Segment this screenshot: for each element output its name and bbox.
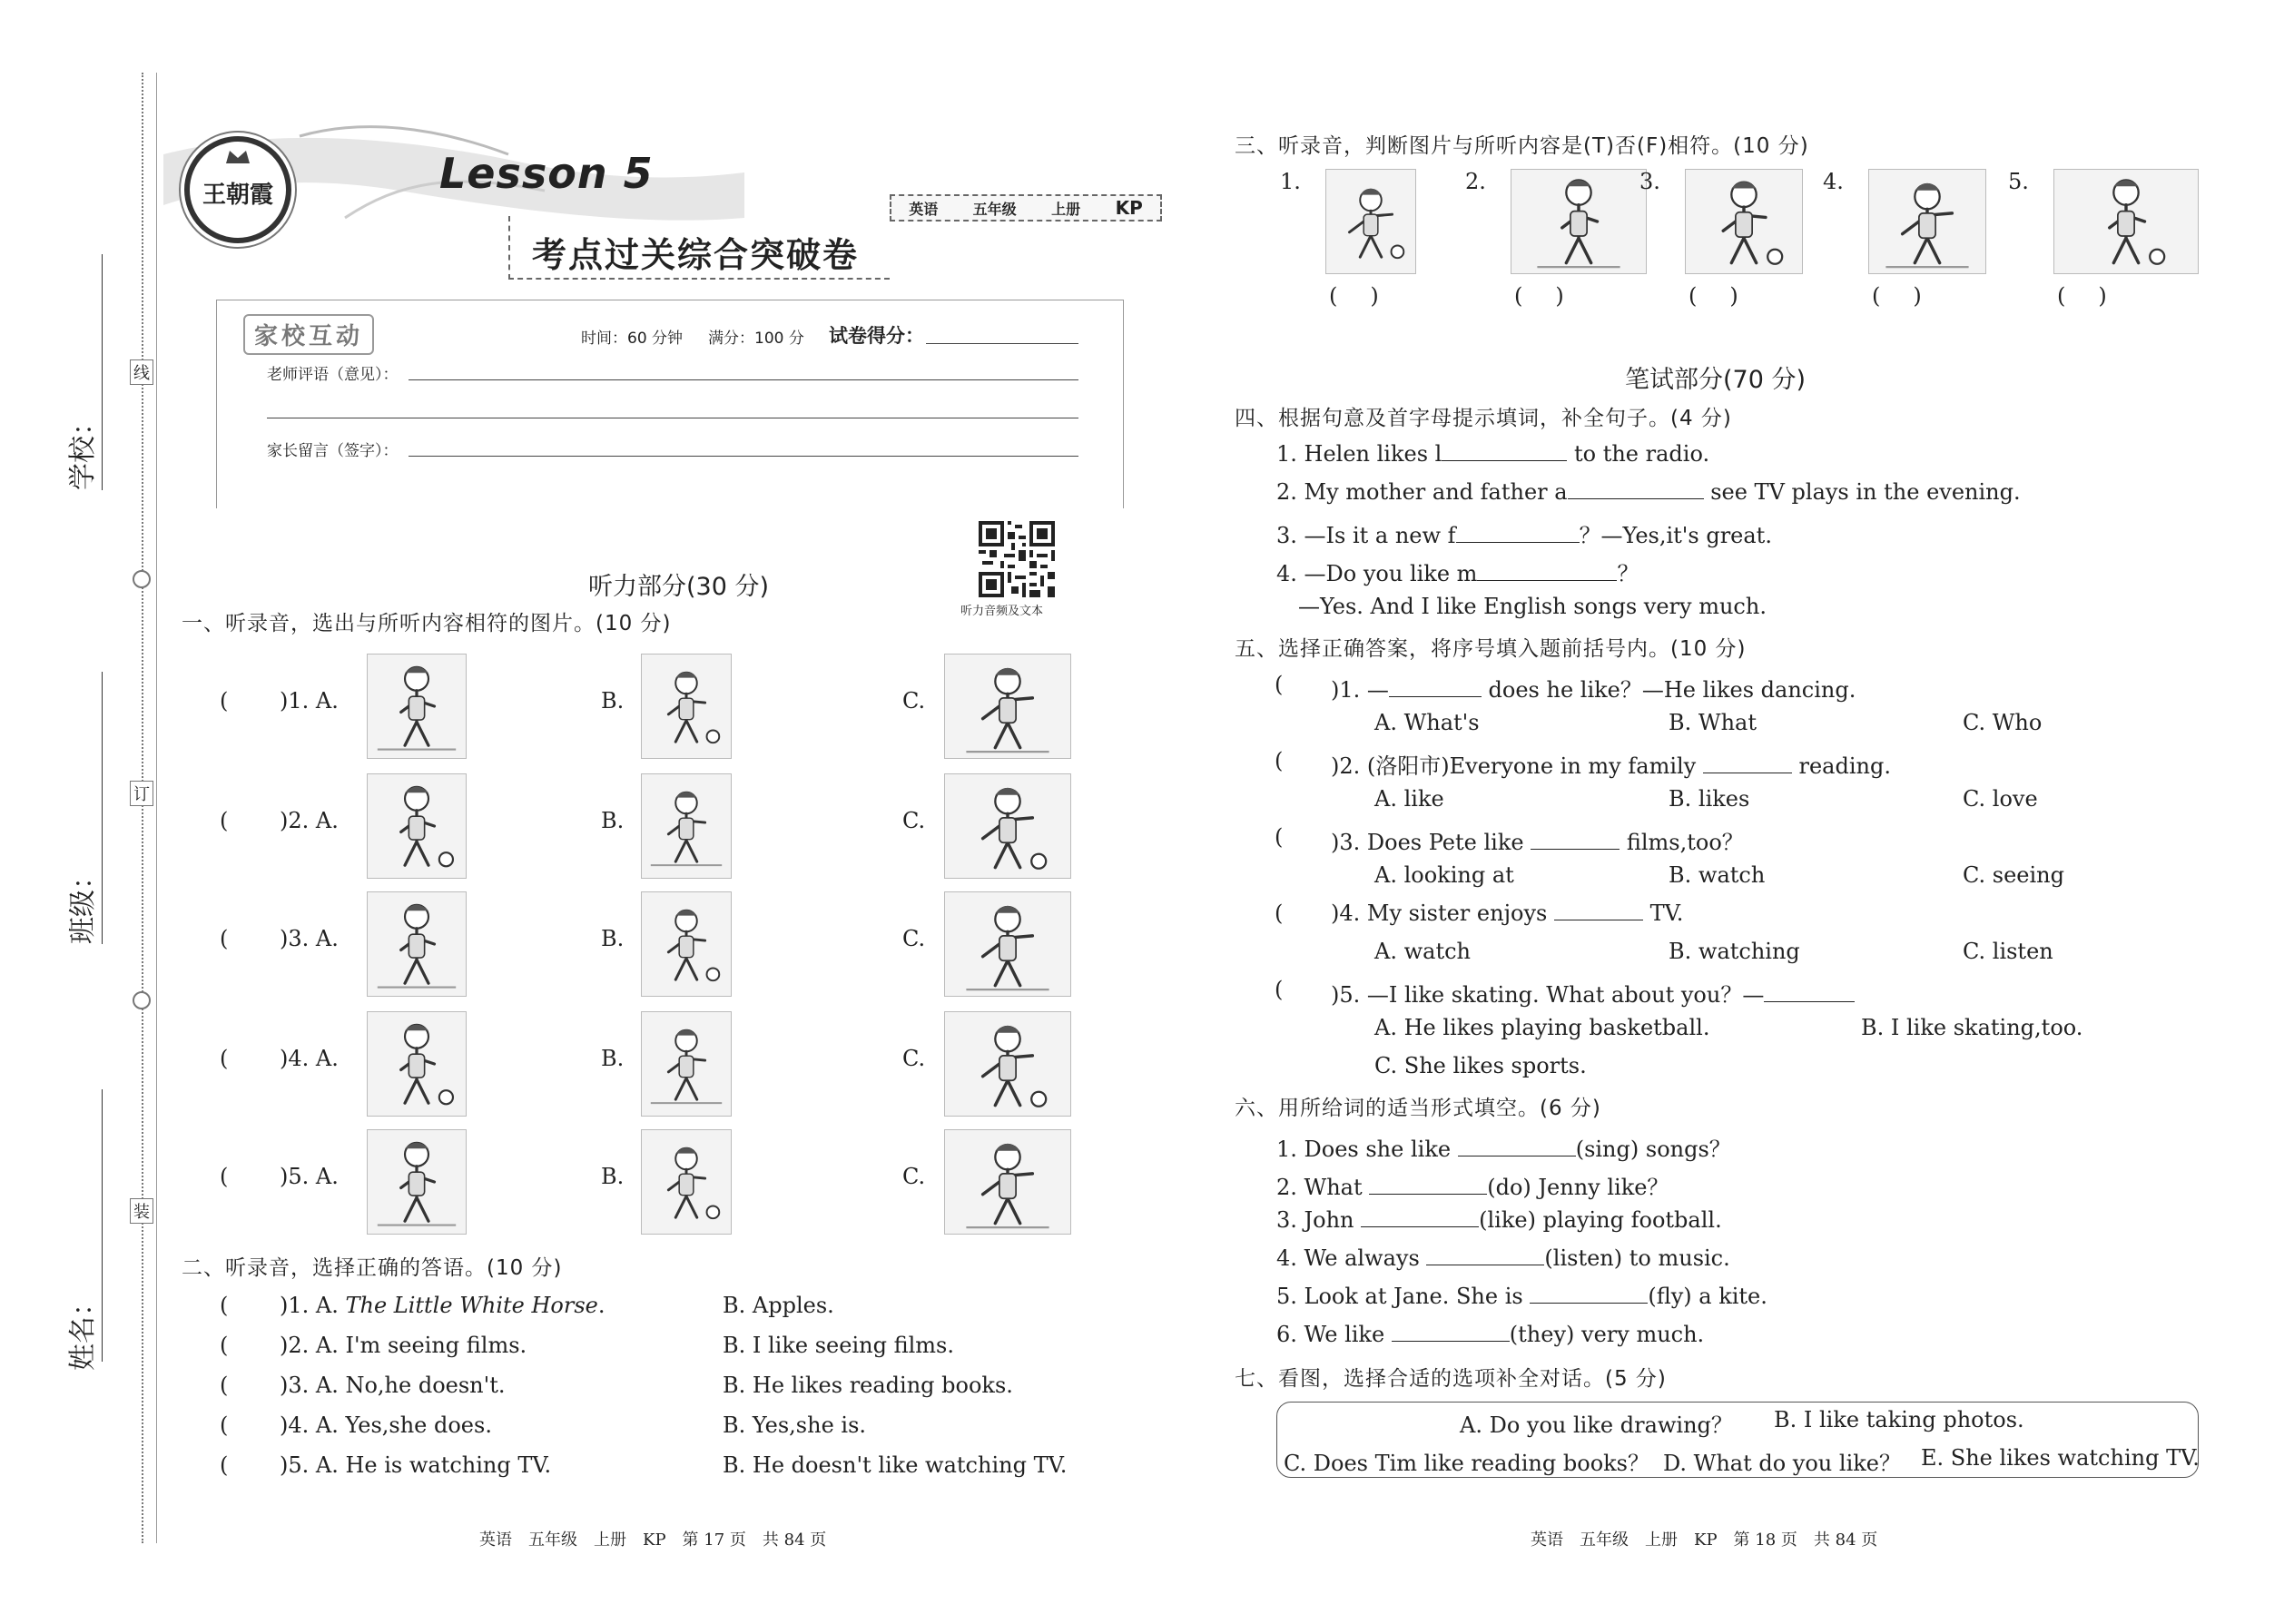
option-b-label: B. (601, 808, 625, 833)
option-c: C. Who (1963, 710, 2043, 735)
tf-answer-paren[interactable]: () (1872, 283, 1954, 309)
sec2-title: 二、听录音，选择正确的答语。(10 分) (182, 1256, 563, 1280)
fill-sentence (1276, 479, 2021, 505)
option-b: B. watching (1669, 939, 1800, 964)
sentence-end: ？ (1617, 561, 1639, 586)
fill-blank[interactable] (1361, 1207, 1479, 1227)
question-start: )2. (洛阳市)Everyone in my family (1331, 753, 1703, 779)
girl-eating-icon (641, 1011, 732, 1117)
answer-paren[interactable]: ( (1275, 672, 1284, 697)
option-c: C. listen (1963, 939, 2053, 964)
choice-question (1331, 748, 1891, 780)
sentence-end: playing football. (1535, 1207, 1722, 1233)
footer-right: 英语 五年级 上册 KP 第 18 页 共 84 页 (1531, 1530, 1878, 1550)
name-label: 姓名： (67, 1289, 99, 1371)
girl-skating-icon (367, 1129, 467, 1235)
option-c-label: C. (902, 688, 926, 714)
binding-circle (133, 991, 151, 1009)
fill-blank[interactable] (1568, 479, 1704, 499)
question-number: )1. A. (280, 688, 339, 714)
answer-paren[interactable]: ( (220, 926, 229, 951)
girl-singing-icon (367, 891, 467, 997)
sec7-title: 七、看图，选择合适的选项补全对话。(5 分) (1235, 1367, 1667, 1391)
option-a-text: )1. A. (280, 1293, 346, 1318)
binding-mark-xian: 线 (130, 359, 153, 385)
option-a-title: The Little White Horse (345, 1293, 598, 1318)
answer-paren[interactable]: ( (1275, 901, 1284, 926)
option-b-label: B. (601, 1164, 625, 1189)
girl-dancing-icon (641, 891, 732, 997)
fill-blank[interactable] (1369, 1175, 1487, 1195)
option-a-tail: . (597, 1293, 605, 1318)
family-school-title: 家校互动 (243, 314, 374, 355)
score-label: 试卷得分： (829, 325, 924, 347)
option-b-label: B. (601, 688, 625, 714)
question-end: does he like？—He likes dancing. (1481, 677, 1856, 703)
boy-kicking-football-icon (367, 654, 467, 759)
given-word: (like) (1479, 1207, 1536, 1233)
watching-tv-icon (2053, 169, 2199, 274)
sentence-start: 2. My mother and father a (1276, 479, 1568, 505)
given-word: (sing) (1575, 1137, 1639, 1162)
tf-answer-paren[interactable]: () (1689, 283, 1771, 309)
sec5-title: 五、选择正确答案，将序号填入题前括号内。(10 分) (1235, 637, 1747, 661)
fill-blank[interactable] (1456, 523, 1580, 543)
binding-circle (133, 570, 151, 588)
sentence-end: very much. (1574, 1322, 1705, 1347)
girl-shopping-icon (641, 1129, 732, 1235)
sentence-end: to music. (1622, 1245, 1730, 1271)
subtitle-frame (508, 216, 890, 280)
option-a: A. looking at (1374, 862, 1514, 888)
score-field[interactable] (926, 343, 1078, 344)
lesson-title: Lesson 5 (439, 149, 654, 198)
class-label: 班级： (67, 862, 99, 944)
sentence-end: ？—Yes,it's great. (1579, 523, 1772, 548)
sentence-start: 3. John (1276, 1207, 1362, 1233)
sentence-start: 6. We like (1276, 1322, 1392, 1347)
form-fill-sentence (1276, 1169, 1669, 1201)
option-b: B. I like skating,too. (1861, 1015, 2083, 1040)
fill-blank[interactable] (1477, 561, 1617, 581)
boy-swimming-icon (1511, 169, 1647, 274)
parent-comment-field[interactable] (409, 456, 1078, 457)
boy-playing-basketball-icon (641, 654, 732, 759)
question-start: )5. —I like skating. What about you？— (1331, 982, 1765, 1008)
answer-paren[interactable]: ( (220, 1333, 229, 1358)
question-end: TV. (1642, 901, 1684, 926)
parent-comment-label: 家长留言（签字）： (267, 442, 399, 460)
option-c: C. seeing (1963, 862, 2064, 888)
girl-with-ice-cream-icon (1325, 169, 1416, 274)
option-b-label: B. (601, 1046, 625, 1071)
option-a: A. He likes playing basketball. (1374, 1015, 1710, 1040)
girl-standing-icon (944, 891, 1071, 997)
sec7-option-a: A. Do you like drawing？ (1460, 1412, 1733, 1438)
option-c-label: C. (902, 926, 926, 951)
sentence-end: songs？ (1639, 1137, 1731, 1162)
girl-drawing-icon (367, 1011, 467, 1117)
grandpa-watching-tv-icon (944, 773, 1071, 879)
choice-question (1331, 901, 1683, 926)
name-field[interactable] (102, 1089, 103, 1362)
sentence-start: 4. —Do you like m (1276, 561, 1478, 586)
option-a: A. What's (1374, 710, 1480, 735)
sentence-start: 1. Helen likes l (1276, 441, 1442, 467)
option-a (280, 1452, 551, 1478)
subtitle: 考点过关综合突破卷 (532, 234, 860, 275)
picture-number: 5. (2008, 169, 2029, 194)
option-b: B. likes (1669, 786, 1750, 812)
grandpa-standing-icon (641, 773, 732, 879)
tag-version: KP (1115, 197, 1143, 219)
option-b: B. Yes,she is. (723, 1412, 867, 1438)
option-a (280, 1373, 506, 1398)
picture-number: 3. (1639, 169, 1660, 194)
answer-paren[interactable]: ( (1275, 748, 1284, 773)
answer-paren[interactable]: ( (1275, 977, 1284, 1002)
given-word: (they) (1509, 1322, 1575, 1347)
sec7-option-b: B. I like taking photos. (1774, 1407, 2024, 1432)
option-b-label: B. (601, 926, 625, 951)
option-b: B. He doesn't like watching TV. (723, 1452, 1068, 1478)
tag-grade: 五年级 (972, 200, 1017, 218)
logo-text: 王朝霞 (202, 182, 273, 209)
sentence-start: 3. —Is it a new f (1276, 523, 1456, 548)
form-fill-sentence (1276, 1245, 1730, 1271)
question-blank (1764, 982, 1855, 1002)
answer-paren[interactable]: ( (1275, 824, 1284, 850)
sentence-end: a kite. (1691, 1284, 1767, 1309)
question-blank (1389, 677, 1482, 697)
tf-answer-paren[interactable]: () (2057, 283, 2140, 309)
school-label: 学校： (67, 408, 99, 490)
school-field[interactable] (102, 254, 103, 490)
sentence-end: Jenny like？ (1531, 1175, 1669, 1200)
option-c: C. She likes sports. (1374, 1053, 1587, 1078)
binding-dotted-line (142, 73, 143, 1543)
option-a-text: )4. A. Yes,she does. (280, 1412, 492, 1438)
boy-playing-table-tennis-icon (944, 654, 1071, 759)
sec7-option-d: D. What do you like？ (1663, 1451, 1901, 1476)
binding-thin-line (156, 73, 157, 1543)
question-number: )5. A. (280, 1164, 339, 1189)
choice-question (1331, 824, 1744, 856)
option-a: A. watch (1374, 939, 1471, 964)
fill-sentence (1276, 556, 1639, 587)
option-a (280, 1293, 605, 1318)
option-b: B. I like seeing films. (723, 1333, 954, 1358)
sec6-title: 六、用所给词的适当形式填空。(6 分) (1235, 1097, 1601, 1120)
sentence-end: to the radio. (1567, 441, 1710, 467)
tag-term: 上册 (1051, 200, 1081, 218)
question-end: reading. (1791, 753, 1891, 779)
form-fill-sentence (1276, 1284, 1767, 1309)
answer-paren[interactable]: ( (220, 1046, 229, 1071)
grandpa-reading-icon (367, 773, 467, 879)
question-start: )3. Does Pete like (1331, 830, 1531, 855)
exam-time: 时间：60 分钟 (581, 330, 684, 348)
qr-caption: 听力音频及文本 (960, 605, 1044, 618)
answer-paren[interactable]: ( (220, 1373, 229, 1398)
option-a: A. like (1374, 786, 1444, 812)
sec3-title: 三、听录音，判断图片与所听内容是(T)否(F)相符。(10 分) (1235, 134, 1809, 158)
choice-question (1331, 672, 1856, 704)
listening-title: 听力部分(30 分) (588, 573, 770, 601)
option-a-text: )3. A. No,he doesn't. (280, 1373, 506, 1398)
question-number: )4. A. (280, 1046, 339, 1071)
sentence-start: 5. Look at Jane. She is (1276, 1284, 1531, 1309)
footer-left: 英语 五年级 上册 KP 第 17 页 共 84 页 (479, 1530, 827, 1550)
given-word: (fly) (1648, 1284, 1692, 1309)
tf-answer-paren[interactable]: () (1329, 283, 1412, 309)
option-c-label: C. (902, 1164, 926, 1189)
option-c-label: C. (902, 808, 926, 833)
answer-paren[interactable]: ( (220, 1412, 229, 1438)
fill-blank[interactable] (1442, 441, 1567, 461)
given-word: (do) (1487, 1175, 1531, 1200)
qr-code-icon[interactable] (979, 521, 1055, 597)
question-blank (1554, 901, 1643, 920)
tag-bar (890, 194, 1162, 221)
girl-riding-horse-icon (944, 1129, 1071, 1235)
sec7-option-c: C. Does Tim like reading books？ (1284, 1451, 1649, 1476)
answer-paren[interactable]: ( (220, 808, 229, 833)
fill-blank[interactable] (1530, 1284, 1648, 1304)
answer-paren[interactable]: ( (220, 1293, 229, 1318)
fill-blank[interactable] (1426, 1245, 1544, 1265)
question-number: )3. A. (280, 926, 339, 951)
answer-paren[interactable]: ( (220, 1164, 229, 1189)
fill-blank[interactable] (1458, 1137, 1576, 1156)
sentence-start: 2. What (1276, 1175, 1370, 1200)
exam-total: 满分：100 分 (708, 330, 804, 348)
choice-question (1331, 977, 1855, 1009)
fill-sentence (1276, 441, 1709, 467)
boy-riding-bike-icon (1868, 169, 1986, 274)
tf-answer-paren[interactable]: () (1514, 283, 1597, 309)
picture-number: 4. (1823, 169, 1844, 194)
given-word: (listen) (1544, 1245, 1623, 1271)
option-b: B. Apples. (723, 1293, 834, 1318)
option-c-label: C. (902, 1046, 926, 1071)
question-start: )1. — (1331, 677, 1389, 703)
picture-number: 1. (1280, 169, 1301, 194)
answer-paren[interactable]: ( (220, 1452, 229, 1478)
question-number: )2. A. (280, 808, 339, 833)
option-b: B. What (1669, 710, 1757, 735)
answer-paren[interactable]: ( (220, 688, 229, 714)
fill-sentence (1276, 517, 1772, 549)
logo-seal (184, 136, 291, 243)
form-fill-sentence (1276, 1322, 1704, 1347)
option-c: C. love (1963, 786, 2038, 812)
teacher-comment-field[interactable] (409, 379, 1078, 380)
writing-title: 笔试部分(70 分) (1625, 366, 1807, 394)
form-fill-sentence (1276, 1207, 1722, 1233)
picture-number: 2. (1465, 169, 1486, 194)
option-a-text: )2. A. I'm seeing films. (280, 1333, 527, 1358)
tag-subject: 英语 (909, 200, 939, 218)
fill-blank[interactable] (1392, 1322, 1510, 1342)
binding-mark-ding: 订 (130, 781, 153, 806)
question-start: )4. My sister enjoys (1331, 901, 1554, 926)
sentence-end: see TV plays in the evening. (1703, 479, 2021, 505)
option-a (280, 1412, 492, 1438)
teacher-comment-label: 老师评语（意见）： (267, 366, 399, 384)
option-b: B. watch (1669, 862, 1766, 888)
sentence-start: 4. We always (1276, 1245, 1427, 1271)
option-b: B. He likes reading books. (723, 1373, 1013, 1398)
question-blank (1531, 830, 1620, 850)
girl-walking-icon (944, 1011, 1071, 1117)
mother-shopping-icon (1685, 169, 1803, 274)
sec4-title: 四、根据句意及首字母提示填词，补全句子。(4 分) (1235, 407, 1732, 430)
option-a (280, 1333, 527, 1358)
class-field[interactable] (102, 672, 103, 944)
option-a-text: )5. A. He is watching TV. (280, 1452, 552, 1478)
logo-crown-icon (224, 145, 251, 163)
sentence-extra: —Yes. And I like English songs very much. (1298, 594, 1767, 619)
binding-mark-zhuang: 装 (130, 1198, 153, 1224)
sec7-option-e: E. She likes watching TV. (1921, 1445, 2200, 1471)
form-fill-sentence (1276, 1131, 1731, 1163)
question-end: films,too？ (1620, 830, 1744, 855)
sentence-start: 1. Does she like (1276, 1137, 1458, 1162)
question-blank (1703, 753, 1792, 773)
sec1-title: 一、听录音，选出与所听内容相符的图片。(10 分) (182, 612, 672, 635)
